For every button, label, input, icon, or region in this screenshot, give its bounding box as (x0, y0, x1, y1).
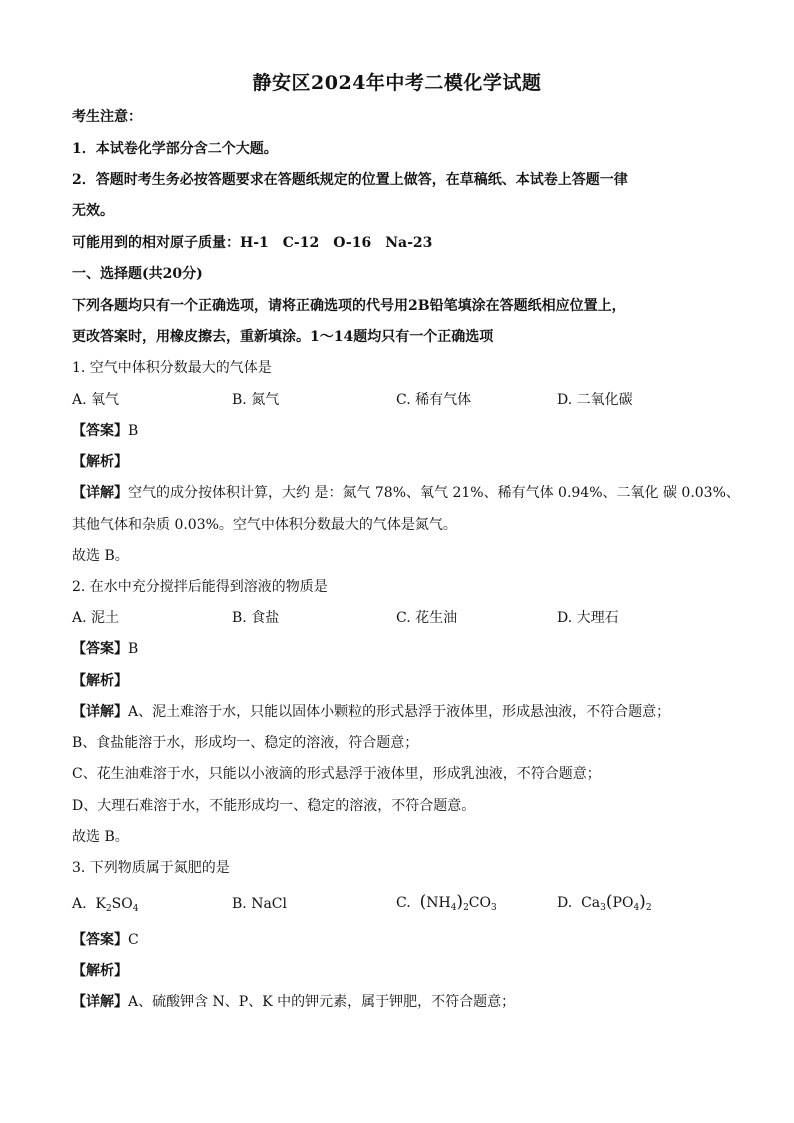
q3-option-c (396, 892, 497, 918)
page-title: 静安区2024年中考二模化学试题 (252, 72, 542, 94)
formula-k2so4: $K_2SO_4$ (95, 896, 139, 914)
q1-option-b: B. 氮气 (232, 392, 280, 408)
q2-option-d: D. 大理石 (557, 610, 619, 626)
q3-detail-1 (72, 992, 515, 1012)
detail-text: A、泥土难溶于水，只能以固体小颗粒的形式悬浮于液体里，形成悬浊液，不符合题意； (128, 704, 671, 720)
detail-tag: 【详解】 (72, 485, 128, 501)
section-instruction-2: 更改答案时，用橡皮擦去，重新填涂。1～14题均只有一个正确选项 (72, 329, 494, 345)
q1-option-d: D. 二氧化碳 (557, 392, 633, 408)
q1-answer (72, 421, 138, 441)
q2-detail-1 (72, 702, 670, 722)
option-label: A. (72, 896, 87, 912)
answer-tag: 【答案】 (72, 932, 128, 948)
notice-heading: 考生注意： (72, 109, 142, 125)
section-heading: 一、选择题(共20分) (72, 266, 203, 282)
answer-tag: 【答案】 (72, 423, 128, 439)
q1-stem: 1. 空气中体积分数最大的气体是 (72, 360, 272, 376)
q3-stem: 3. 下列物质属于氮肥的是 (72, 860, 230, 876)
formula-nh4-2co3: $(NH_4)_2CO_3$ (419, 892, 497, 913)
q1-detail-2: 其他气体和杂质 0.03%。空气中体积分数最大的气体是氮气。 (72, 517, 457, 533)
answer-value: C (128, 932, 139, 948)
detail-tag: 【详解】 (72, 704, 128, 720)
detail-text: A、硫酸钾含 N、P、K 中的钾元素，属于钾肥，不符合题意； (128, 994, 516, 1010)
q3-analysis-tag: 【解析】 (72, 963, 128, 979)
answer-value: B (128, 641, 139, 657)
answer-tag: 【答案】 (72, 641, 128, 657)
q2-answer (72, 639, 138, 659)
q2-detail-4: D、大理石难溶于水，不能形成均一、稳定的溶液，不符合题意。 (72, 798, 476, 814)
q1-detail-1 (72, 483, 740, 503)
q1-analysis-tag: 【解析】 (72, 454, 128, 470)
q2-stem: 2. 在水中充分搅拌后能得到溶液的物质是 (72, 579, 328, 595)
atomic-masses: 可能用到的相对原子质量：H-1 C-12 O-16 Na-23 (72, 235, 433, 251)
option-label: D. (557, 895, 573, 911)
q2-detail-2: B、食盐能溶于水，形成均一、稳定的溶液，符合题意； (72, 735, 419, 751)
q3-answer (72, 930, 139, 950)
notice-item-1: 1．本试卷化学部分含二个大题。 (72, 141, 278, 157)
q1-option-a: A. 氧气 (72, 392, 120, 408)
section-instruction-1: 下列各题均只有一个正确选项，请将正确选项的代号用2B铅笔填涂在答题纸相应位置上， (72, 298, 626, 314)
q1-conclusion: 故选 B。 (72, 548, 129, 564)
notice-item-2: 2．答题时考生务必按答题要求在答题纸规定的位置上做答，在草稿纸、本试卷上答题一律 (72, 172, 628, 188)
answer-value: B (128, 423, 139, 439)
q2-option-c: C. 花生油 (396, 610, 458, 626)
q3-option-a (72, 894, 138, 919)
detail-text: 空气的成分按体积计算，大约 是：氮气 78%、氧气 21%、稀有气体 0.94%、二氧化 碳 0.03%、 (128, 485, 740, 501)
q2-detail-3: C、花生油难溶于水，只能以小液滴的形式悬浮于液体里，形成乳浊液，不符合题意； (72, 766, 601, 782)
q2-conclusion: 故选 B。 (72, 829, 129, 845)
q2-analysis-tag: 【解析】 (72, 673, 128, 689)
q2-option-b: B. 食盐 (232, 610, 280, 626)
q3-option-d (557, 892, 652, 918)
formula-ca3po42: $Ca_3(PO_4)_2$ (581, 892, 652, 913)
q1-option-c: C. 稀有气体 (396, 392, 472, 408)
q2-option-a: A. 泥土 (72, 610, 120, 626)
detail-tag: 【详解】 (72, 994, 128, 1010)
notice-item-2-cont: 无效。 (72, 203, 114, 219)
option-label: C. (396, 895, 411, 911)
q3-option-b: B. NaCl (232, 896, 287, 912)
